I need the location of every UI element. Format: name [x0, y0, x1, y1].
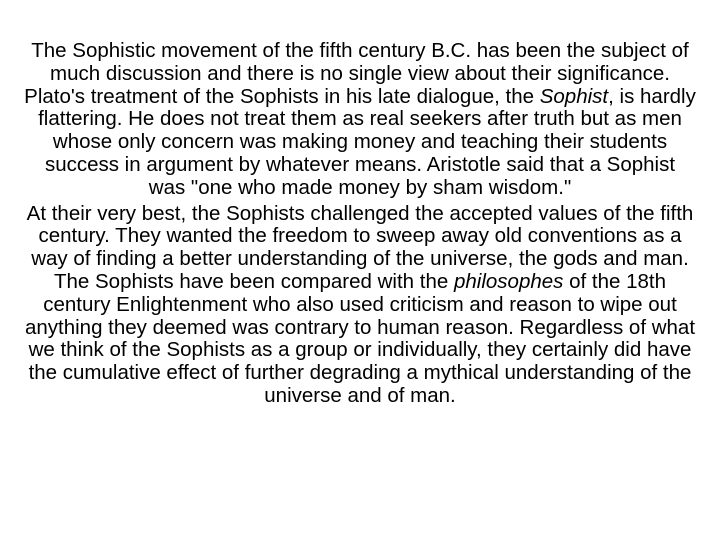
paragraph-2-text-2: of the 18th century Enlightenment who also used criticism and reason to wipe out anything they deemed was contrary to human reason. Regardless of what we think of the Sophists as a group or individually, they certainly did have the cumulative effect of further degrading a mythical understanding of the universe and of man.: [24, 269, 696, 407]
paragraph-1-italic-title: Sophist: [539, 84, 609, 108]
paragraph-1-text-1: The Sophistic movement of the fifth century B.C. has been the subject of much discussion and there is no single view about their significance. Plato's treatment of the Sophists in his late dialogue, the: [24, 39, 689, 108]
paragraph-1-text-2: , is hardly flattering. He does not treat them as real seekers after truth but as men whose only concern was making money and teaching their students success in argument by whatever means. Aristotle said that a Sophist was "one who made money by sham wisdom.": [38, 84, 696, 199]
paragraph-2-italic-term: philosophes: [453, 269, 564, 293]
paragraph-2: [24, 203, 696, 408]
paragraph-1: [24, 40, 696, 200]
paragraph-2-text-1: At their very best, the Sophists challenged the accepted values of the fifth century. They wanted the freedom to sweep away old conventions as a way of finding a better understanding of the universe, the gods and man. The Sophists have been compared with the: [26, 201, 694, 293]
slide-body: [24, 40, 696, 408]
